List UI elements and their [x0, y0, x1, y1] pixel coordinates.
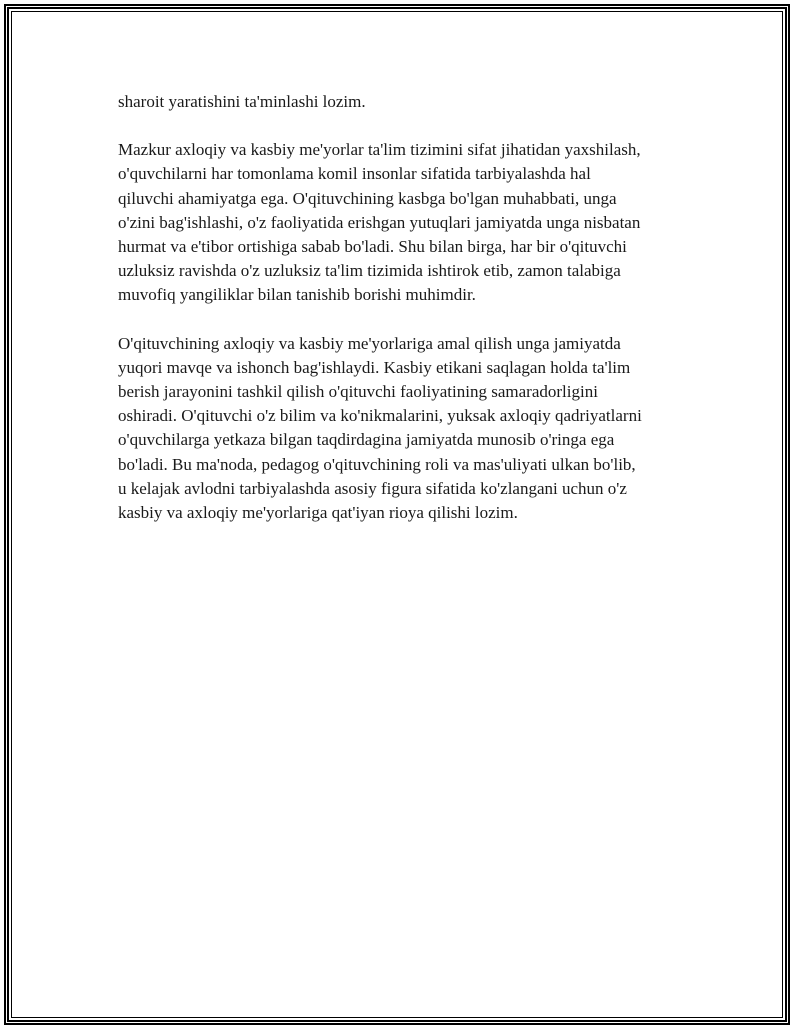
- paragraph-continuation: sharoit yaratishini ta'minlashi lozim.: [118, 92, 366, 111]
- paragraph-teacher-role: O'qituvchining axloqiy va kasbiy me'yorlariga amal qilish unga jamiyatda yuqori mavqe va ishonch bag'ishlaydi. Kasbiy etikani saqlagan holda ta'lim berish jarayonini tashkil qilish o'qituvchi faoliyatining samaradorligini oshiradi. O'qituvchi o'z bilim va ko'nikmalarini, yuksak axloqiy qadriyatlarni o'quvchilarga yetkaza bilgan taqdirdagina jamiyatda munosib o'ringa ega bo'ladi. Bu ma'noda, pedagog o'qituvchining roli va mas'uliyati ulkan bo'lib, u kelajak avlodni tarbiyalashda asosiy figura sifatida ko'zlangani uchun o'z kasbiy va axloqiy me'yorlariga qat'iyan rioya qilishi lozim.: [118, 333, 642, 523]
- document-body: [118, 90, 698, 549]
- paragraph-standards: Mazkur axloqiy va kasbiy me'yorlar ta'lim tizimini sifat jihatidan yaxshilash, o'quvchilarni har tomonlama komil insonlar sifatida tarbiyalashda hal qiluvchi ahamiyatga ega. O'qituvchining kasbga bo'lgan muhabbati, unga o'zini bag'ishlashi, o'z faoliyatida erishgan yutuqlari jamiyatda unga nisbatan hurmat va e'tibor ortishiga sabab bo'ladi. Shu bilan birga, har bir o'qituvchi uzluksiz ravishda o'z uzluksiz ta'lim tizimida ishtirok etib, zamon talabiga muvofiq yangiliklar bilan tanishib borishi muhimdir.: [118, 140, 641, 305]
